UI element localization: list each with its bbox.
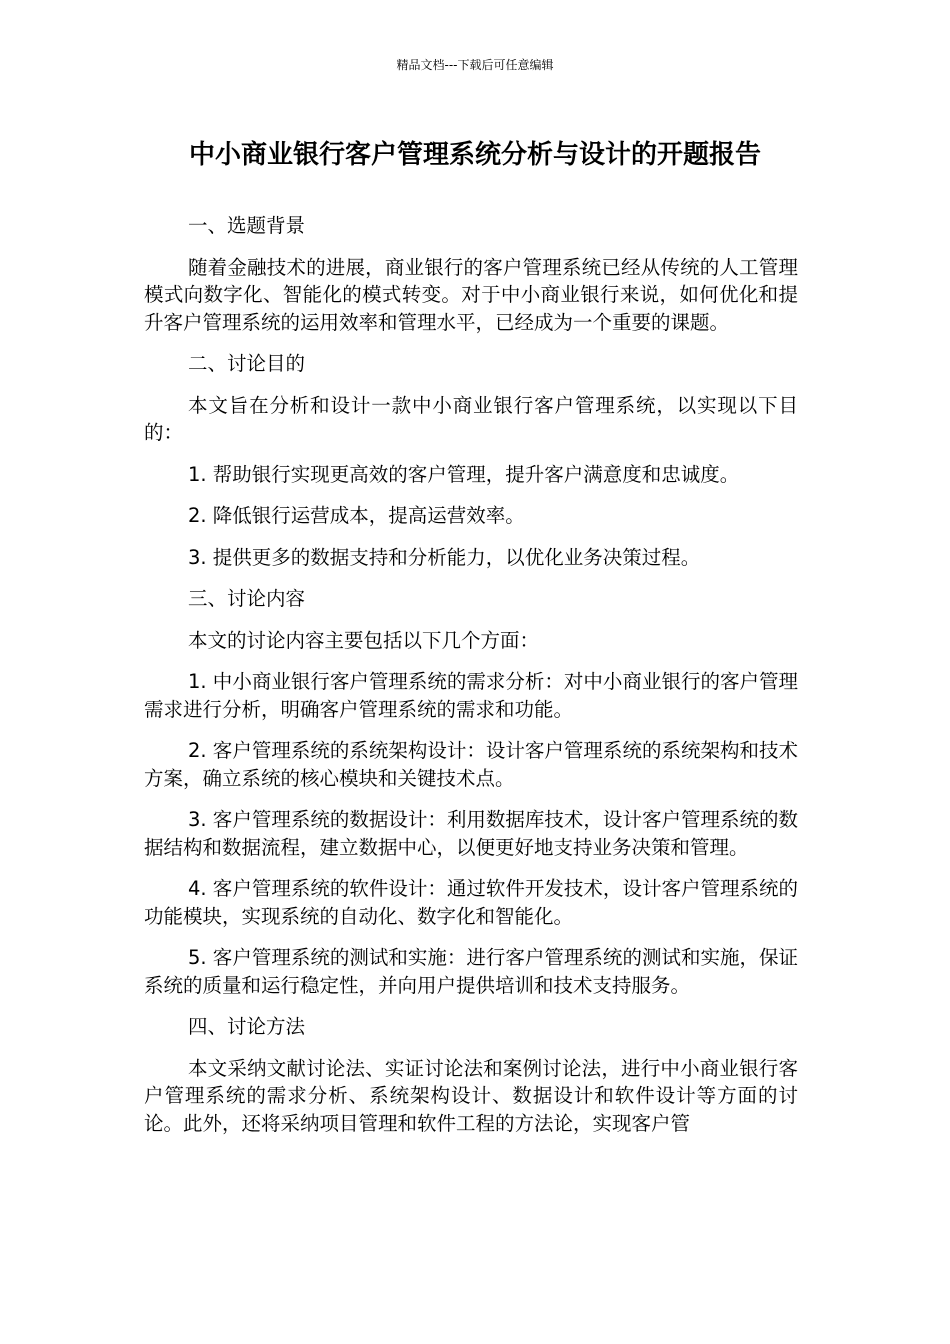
paragraph: 本文旨在分析和设计一款中小商业银行客户管理系统，以实现以下目的： (144, 393, 798, 444)
list-item: 1. 中小商业银行客户管理系统的需求分析：对中小商业银行的客户管理需求进行分析，明确客户管理系统的需求和功能。 (144, 670, 798, 721)
list-item: 2. 降低银行运营成本，提高运营效率。 (188, 504, 525, 527)
section-heading-3: 三、讨论内容 (188, 587, 306, 610)
header-note: 精品文档---下载后可任意编辑 (396, 58, 554, 72)
section-heading-4: 四、讨论方法 (188, 1015, 306, 1038)
list-item: 2. 客户管理系统的系统架构设计：设计客户管理系统的系统架构和技术方案，确立系统的核心模块和关键技术点。 (144, 739, 798, 790)
list-item: 3. 客户管理系统的数据设计：利用数据库技术，设计客户管理系统的数据结构和数据流程，建立数据中心，以便更好地支持业务决策和管理。 (144, 808, 798, 859)
list-item: 4. 客户管理系统的软件设计：通过软件开发技术，设计客户管理系统的功能模块，实现系统的自动化、数字化和智能化。 (144, 877, 798, 928)
section-heading-1: 一、选题背景 (188, 214, 306, 237)
list-item: 1. 帮助银行实现更高效的客户管理，提升客户满意度和忠诚度。 (188, 462, 740, 486)
list-item: 3. 提供更多的数据支持和分析能力，以优化业务决策过程。 (188, 545, 701, 569)
paragraph: 本文采纳文献讨论法、实证讨论法和案例讨论法，进行中小商业银行客户管理系统的需求分析、系统架构设计、数据设计和软件设计等方面的讨论。此外，还将采纳项目管理和软件工程的方法论，实现客户管 (144, 1056, 798, 1135)
list-item: 5. 客户管理系统的测试和实施：进行客户管理系统的测试和实施，保证系统的质量和运行稳定性，并向用户提供培训和技术支持服务。 (144, 946, 798, 997)
paragraph: 随着金融技术的进展，商业银行的客户管理系统已经从传统的人工管理模式向数字化、智能化的模式转变。对于中小商业银行来说，如何优化和提升客户管理系统的运用效率和管理水平，已经成为一个重要的课题。 (144, 255, 798, 334)
paragraph: 本文的讨论内容主要包括以下几个方面： (188, 628, 540, 652)
section-heading-2: 二、讨论目的 (188, 352, 306, 375)
document-body (144, 212, 798, 1151)
document-title: 中小商业银行客户管理系统分析与设计的开题报告 (188, 140, 761, 170)
